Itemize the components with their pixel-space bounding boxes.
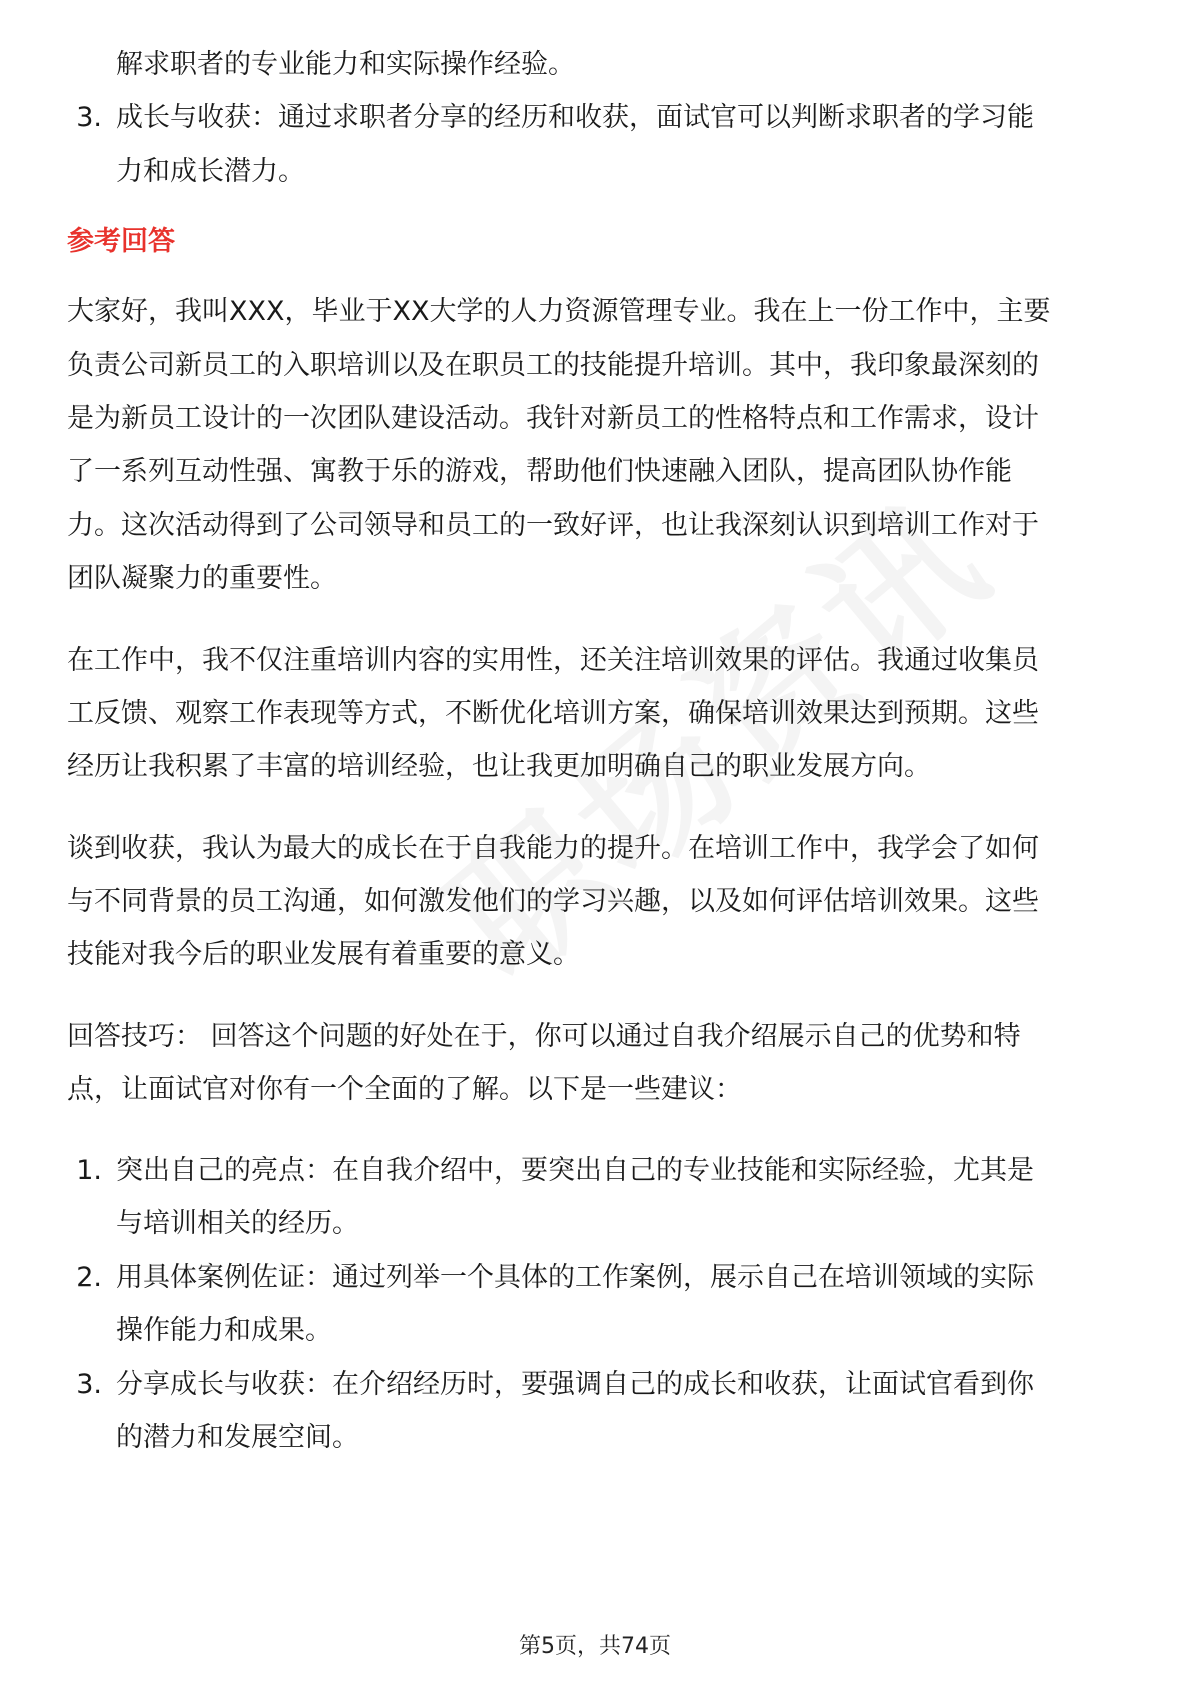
reference-heading: 参考回答 xyxy=(67,226,175,257)
prev-list-item-line1: 成长与收获：通过求职者分享的经历和收获，面试官可以判断求职者的学习能 xyxy=(116,102,1034,133)
tips-list-item-line2: 与培训相关的经历。 xyxy=(116,1208,359,1239)
paragraph-line: 与不同背景的员工沟通，如何激发他们的学习兴趣，以及如何评估培训效果。这些 xyxy=(67,886,1039,917)
tips-list-item-line1: 突出自己的亮点：在自我介绍中，要突出自己的专业技能和实际经验，尤其是 xyxy=(116,1155,1034,1186)
tips-list-item-line1: 用具体案例佐证：通过列举一个具体的工作案例，展示自己在培训领域的实际 xyxy=(116,1262,1034,1293)
paragraph-line: 了一系列互动性强、寓教于乐的游戏，帮助他们快速融入团队，提高团队协作能 xyxy=(67,456,1012,487)
paragraph-line: 是为新员工设计的一次团队建设活动。我针对新员工的性格特点和工作需求，设计 xyxy=(67,403,1039,434)
paragraph-line: 工反馈、观察工作表现等方式，不断优化培训方案，确保培训效果达到预期。这些 xyxy=(67,698,1039,729)
paragraph-line: 技能对我今后的职业发展有着重要的意义。 xyxy=(67,939,580,970)
paragraph-line: 谈到收获，我认为最大的成长在于自我能力的提升。在培训工作中，我学会了如何 xyxy=(67,833,1039,864)
paragraph-line: 在工作中，我不仅注重培训内容的实用性，还关注培训效果的评估。我通过收集员 xyxy=(67,645,1039,676)
paragraph-line: 经历让我积累了丰富的培训经验，也让我更加明确自己的职业发展方向。 xyxy=(67,751,931,782)
paragraph-line: 团队凝聚力的重要性。 xyxy=(67,563,337,594)
prev-item-tail: 解求职者的专业能力和实际操作经验。 xyxy=(116,49,575,80)
tips-list-number: 3. xyxy=(76,1369,102,1400)
paragraph-line: 负责公司新员工的入职培训以及在职员工的技能提升培训。其中，我印象最深刻的 xyxy=(67,350,1039,381)
tips-intro-line: 点，让面试官对你有一个全面的了解。以下是一些建议： xyxy=(67,1074,742,1105)
tips-list-item-line2: 的潜力和发展空间。 xyxy=(116,1422,359,1453)
tips-list-item-line1: 分享成长与收获：在介绍经历时，要强调自己的成长和收获，让面试官看到你 xyxy=(116,1369,1034,1400)
paragraph-line: 力。这次活动得到了公司领导和员工的一致好评，也让我深刻认识到培训工作对于 xyxy=(67,510,1039,541)
tips-intro-line: 回答技巧： 回答这个问题的好处在于，你可以通过自我介绍展示自己的优势和特 xyxy=(67,1021,1021,1052)
paragraph-line: 大家好，我叫XXX，毕业于XX大学的人力资源管理专业。我在上一份工作中，主要 xyxy=(67,296,1051,327)
page-footer: 第5页，共74页 xyxy=(519,1634,671,1659)
tips-list-number: 2. xyxy=(76,1262,102,1293)
prev-list-item-line2: 力和成长潜力。 xyxy=(116,156,305,187)
prev-list-number: 3. xyxy=(76,102,102,133)
tips-list-item-line2: 操作能力和成果。 xyxy=(116,1315,332,1346)
tips-list-number: 1. xyxy=(76,1155,102,1186)
